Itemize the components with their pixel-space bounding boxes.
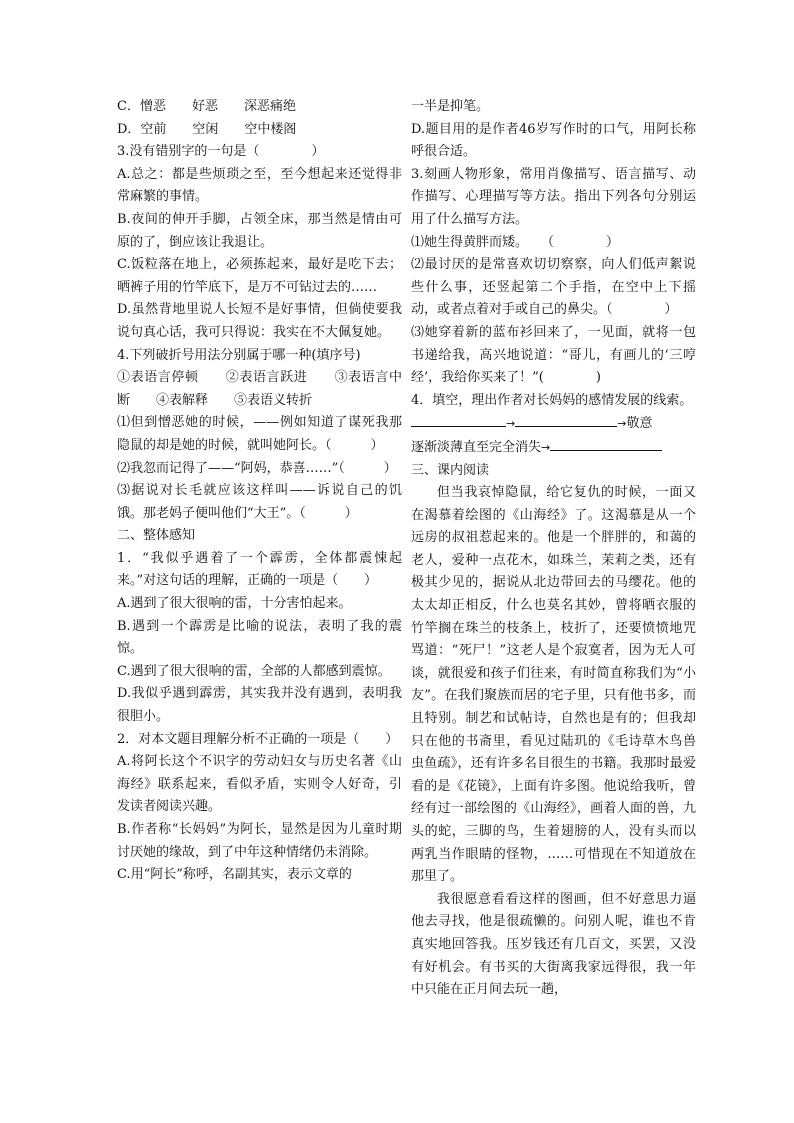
s2-q1-option-a: A.遇到了很大很响的雷，十分害怕起来。 bbox=[117, 596, 352, 612]
q3-option-b: B.夜间的伸开手脚，占领全床，那当然是情由可原的了，倒应该让我退让。 bbox=[117, 211, 402, 250]
s2-question-3: 3.刻画人物形象，常用肖像描写、语言描写、动作描写、心理描写等方法。指出下列各句分别运用了什么描写方法。 bbox=[411, 166, 696, 227]
section-3-title: 三、课内阅读 bbox=[411, 462, 490, 478]
s2-question-2: 2．对本文题目理解分析不正确的一项是（ ） bbox=[117, 731, 399, 747]
q3-option-a: A.总之：都是些烦琐之至，至今想起来还觉得非常麻繁的事情。 bbox=[117, 166, 402, 205]
q4-dash-types: ①表语言停顿 ②表语言跃进 ③表语言中断 ④表解释 ⑤表语义转折 bbox=[117, 370, 402, 408]
q4-item-3: ⑶据说对长毛就应该这样叫——诉说自己的饥饿。那老妈子便叫他们“大王”。（ ） bbox=[117, 483, 402, 521]
q3-option-d: D.虽然背地里说人长短不是好事情，但倘使要我说句真心话，我可只得说：我实在不大佩复她。 bbox=[117, 302, 402, 340]
s2-question-4: 4．填空，理出作者对长妈妈的感情发展的线索。 bbox=[411, 392, 693, 408]
q4-item-2: ⑵我忽而记得了——“阿妈，恭喜……”（ ） bbox=[117, 460, 397, 476]
option-d-words: D．空前 空闲 空中楼阁 bbox=[117, 121, 297, 137]
s2-q2-option-d: D.题目用的是作者46岁写作时的口气，用阿长称呼很合适。 bbox=[411, 121, 696, 160]
reading-paragraph-2: 我很愿意看看这样的图画，但不好意思力逼他去寻找，他是很疏懒的。问别人呢，谁也不肯真实地回答我。压岁钱还有几百文，买罢，又没有好机会。有书买的大街离我家远得很，我一年中只能在正月间去玩一趟， bbox=[411, 891, 696, 998]
fill-middle-text: 逐渐淡薄直至完全消失 bbox=[411, 439, 542, 455]
s2-q1-option-b: B.遇到一个霹雳是比喻的说法，表明了我的震惊。 bbox=[117, 618, 402, 657]
s2-q2-option-b: B.作者称“长妈妈”为阿长，显然是因为儿童时期讨厌她的缘故，到了中年这种情绪仍未消除。 bbox=[117, 822, 402, 860]
fill-line-1 bbox=[411, 412, 696, 436]
arrow-icon: → bbox=[617, 417, 627, 431]
s2-question-1: 1．“我似乎遇着了一个霹雳，全体都震悚起来。”对这句话的理解，正确的一项是（ ） bbox=[117, 550, 402, 589]
s2-q1-option-d: D.我似乎遇到霹雳，其实我并没有遇到，表明我很胆小。 bbox=[117, 686, 402, 725]
fill-end-word: 敬意 bbox=[626, 416, 653, 432]
s2-q3-item-1: ⑴她生得黄胖而矮。 （ ） bbox=[411, 234, 620, 250]
s2-q2-option-a: A.将阿长这个不识字的劳动妇女与历史名著《山海经》联系起来，看似矛盾，实则令人好奇，引发读者阅读兴趣。 bbox=[117, 754, 402, 815]
blank-line[interactable] bbox=[411, 412, 506, 427]
arrow-icon: → bbox=[506, 417, 516, 431]
s2-q3-item-2: ⑵最讨厌的是常喜欢切切察察，向人们低声絮说些什么事，还竖起第二个手指，在空中上下摇动，或者点着对手或自己的鼻尖。（ ） bbox=[411, 257, 696, 318]
q3-option-c: C.饭粒落在地上，必须拣起来，最好是吃下去；晒裤子用的竹竿底下，是万不可钻过去的…… bbox=[117, 257, 402, 295]
option-c-words: C．憎恶 好恶 深恶痛绝 bbox=[117, 99, 296, 114]
question-3-typo: 3.没有错别字的一句是（ ） bbox=[117, 144, 325, 160]
q4-item-1: ⑴但到憎恶她的时候，——例如知道了谋死我那隐鼠的却是她的时候，就叫她阿长。（ ） bbox=[117, 415, 402, 453]
s2-q2-option-c: C.用“阿长”称呼，名副其实，表示文章的 bbox=[117, 867, 352, 883]
s2-q2-option-c-cont: 一半是抑笔。 bbox=[411, 99, 490, 114]
right-column bbox=[411, 96, 696, 1002]
s2-q1-option-c: C.遇到了很大很响的雷，全部的人都感到震惊。 bbox=[117, 663, 391, 679]
fill-line-2 bbox=[411, 436, 696, 460]
left-column bbox=[117, 96, 402, 887]
reading-paragraph-1: 但当我哀悼隐鼠，给它复仇的时候，一面又在渴慕着绘图的《山海经》了。这渴慕是从一个远房的叔祖惹起来的。他是一个胖胖的，和蔼的老人，爱种一点花木，如珠兰，茉莉之类，还有极其少见的，据说从北边带回去的马缨花。他的太太却正相反，什么也莫名其妙，曾将晒衣服的竹竿搁在珠兰的枝条上，枝折了，还要愤愤地咒骂道：“死尸！”这老人是个寂寞者，因为无人可谈，就很爱和孩子们往来，有时简直称我们为“小友”。在我们聚族而居的宅子里，只有他书多，而且特别。制艺和试帖诗，自然也是有的；但我却只在他的书斋里，看见过陆玑的《毛诗草木鸟兽虫鱼疏》，还有许多名目很生的书籍。我那时最爱看的是《花镜》，上面有许多图。他说给我听，曾经有过一部绘图的《山海经》，画着人面的兽，九头的蛇，三脚的鸟，生着翅膀的人，没有头而以两乳当作眼睛的怪物，……可惜现在不知道放在那里了。 bbox=[411, 485, 696, 885]
question-4-dash: 4.下列破折号用法分别属于哪一种(填序号) bbox=[117, 347, 361, 363]
blank-line[interactable] bbox=[550, 436, 662, 451]
section-2-title: 二、整体感知 bbox=[117, 528, 196, 544]
s2-q3-item-3: ⑶她穿着新的蓝布衫回来了，一见面，就将一包书递给我，高兴地说道：“哥儿，有画儿的‘三哼经’，我给你买来了！”( ) bbox=[411, 324, 696, 386]
arrow-icon: → bbox=[541, 440, 551, 454]
blank-line[interactable] bbox=[515, 412, 617, 427]
